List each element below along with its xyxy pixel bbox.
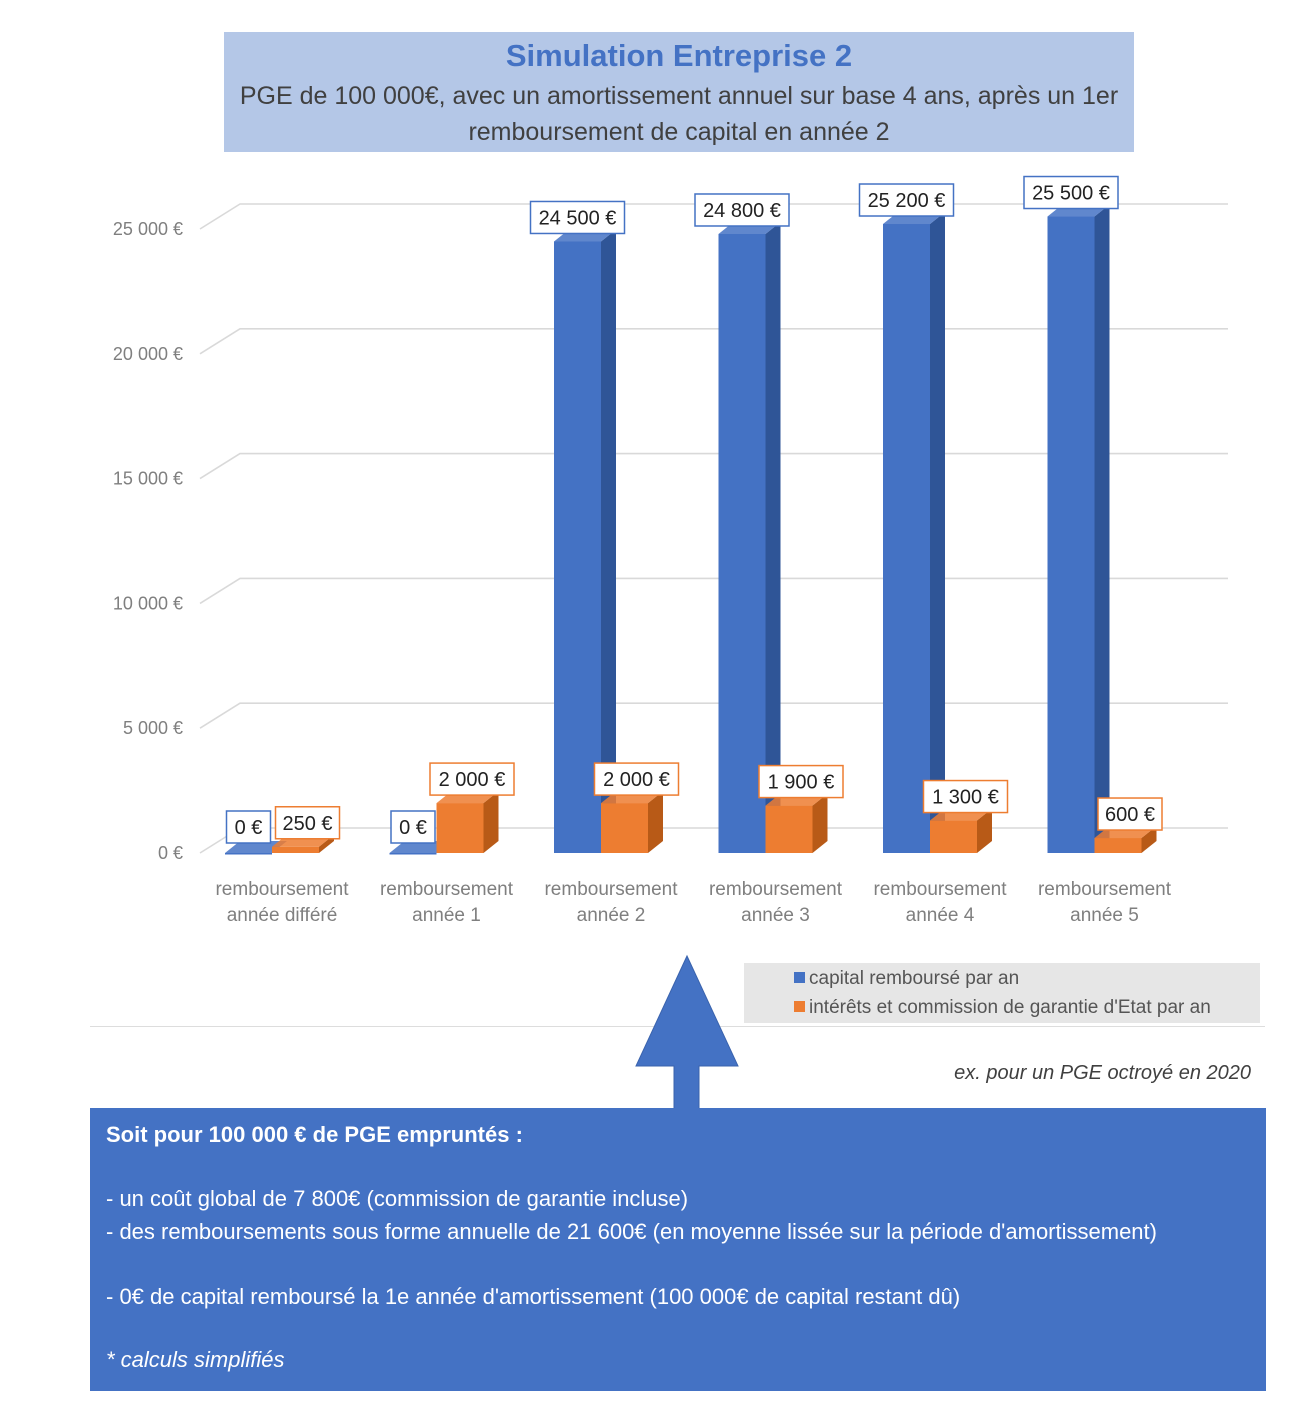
data-label-capital: 24 800 € [703,199,781,222]
bar-interest [1095,838,1142,853]
bar-capital [554,241,601,853]
bar-interest [766,806,813,853]
x-tick-label: année différé [226,905,338,926]
data-label-interest: 1 900 € [767,771,835,794]
bar-capital [1048,217,1095,853]
x-tick-label: remboursement [1037,879,1172,900]
bar-interest [272,847,319,853]
x-tick-label: remboursement [544,879,678,900]
bar-interest [930,821,977,853]
y-tick-label: 5 000 € [122,718,183,739]
legend-swatch-capital [794,972,805,983]
bar-capital [719,234,766,853]
x-tick-label: année 5 [1070,905,1139,926]
legend-swatch-interest [794,1001,805,1012]
y-tick-label: 15 000 € [112,468,183,489]
data-label-capital: 0 € [234,817,263,839]
data-label-capital: 0 € [399,817,427,839]
bar-interest [601,803,648,853]
x-tick-label: remboursement [379,879,514,900]
y-tick-label: 25 000 € [112,219,183,239]
y-tick-label: 20 000 € [112,343,183,364]
bar-side [601,229,616,853]
data-label-interest: 250 € [282,812,333,835]
x-tick-label: année 2 [576,905,646,926]
legend-item-interest [794,997,1211,1019]
bar-side [1095,205,1110,853]
data-label-capital: 24 500 € [538,207,617,230]
bar-capital [390,853,437,855]
summary-box [90,1108,1266,1391]
x-tick-label: année 3 [741,905,810,926]
bar-capital [883,224,930,853]
summary-line-capital: - 0€ de capital remboursé la 1e année d'amortissement (100 000€ de capital restant dû) [106,1284,961,1309]
bar-side [930,212,945,853]
chart-title: Simulation Entreprise 2 [505,38,853,73]
x-tick-label: année 4 [905,905,975,926]
data-label-interest: 2 000 € [438,769,506,792]
bar-side [766,222,781,853]
x-tick-label: année 1 [412,905,481,926]
x-tick-label: remboursement [708,879,843,900]
chart-subtitle: PGE de 100 000€, avec un amortissement annuel sur base 4 ans, après un 1er remboursement de capital en année 2 [239,82,1119,146]
chart-legend [744,963,1260,1023]
summary-line-cost: - un coût global de 7 800€ (commission de garantie incluse) [106,1186,689,1211]
bar-capital [225,853,272,855]
data-label-interest: 2 000 € [603,769,670,792]
legend-item-capital [794,968,1019,990]
divider-line [90,1026,1265,1027]
summary-line-repayments: - des remboursements sous forme annuelle de 21 600€ (en moyenne lissée sur la période d'amortissement) [106,1219,1157,1244]
y-tick-label: 10 000 € [112,593,183,614]
legend-label-capital: capital remboursé par an [809,968,1020,989]
x-tick-label: remboursement [215,879,349,900]
summary-note: * calculs simplifiés [106,1347,285,1372]
data-label-interest: 1 300 € [932,786,999,809]
y-tick-label: 0 € [157,843,183,863]
legend-label-interest: intérêts et commission de garantie d'Etat par an [809,997,1211,1018]
bar-interest [437,803,484,853]
x-tick-label: remboursement [873,879,1007,900]
summary-heading: Soit pour 100 000 € de PGE empruntés : [106,1122,523,1147]
data-label-capital: 25 500 € [1032,182,1110,205]
data-label-interest: 600 € [1104,804,1156,827]
data-label-capital: 25 200 € [867,190,946,213]
footnote: ex. pour un PGE octroyé en 2020 [954,1062,1251,1084]
